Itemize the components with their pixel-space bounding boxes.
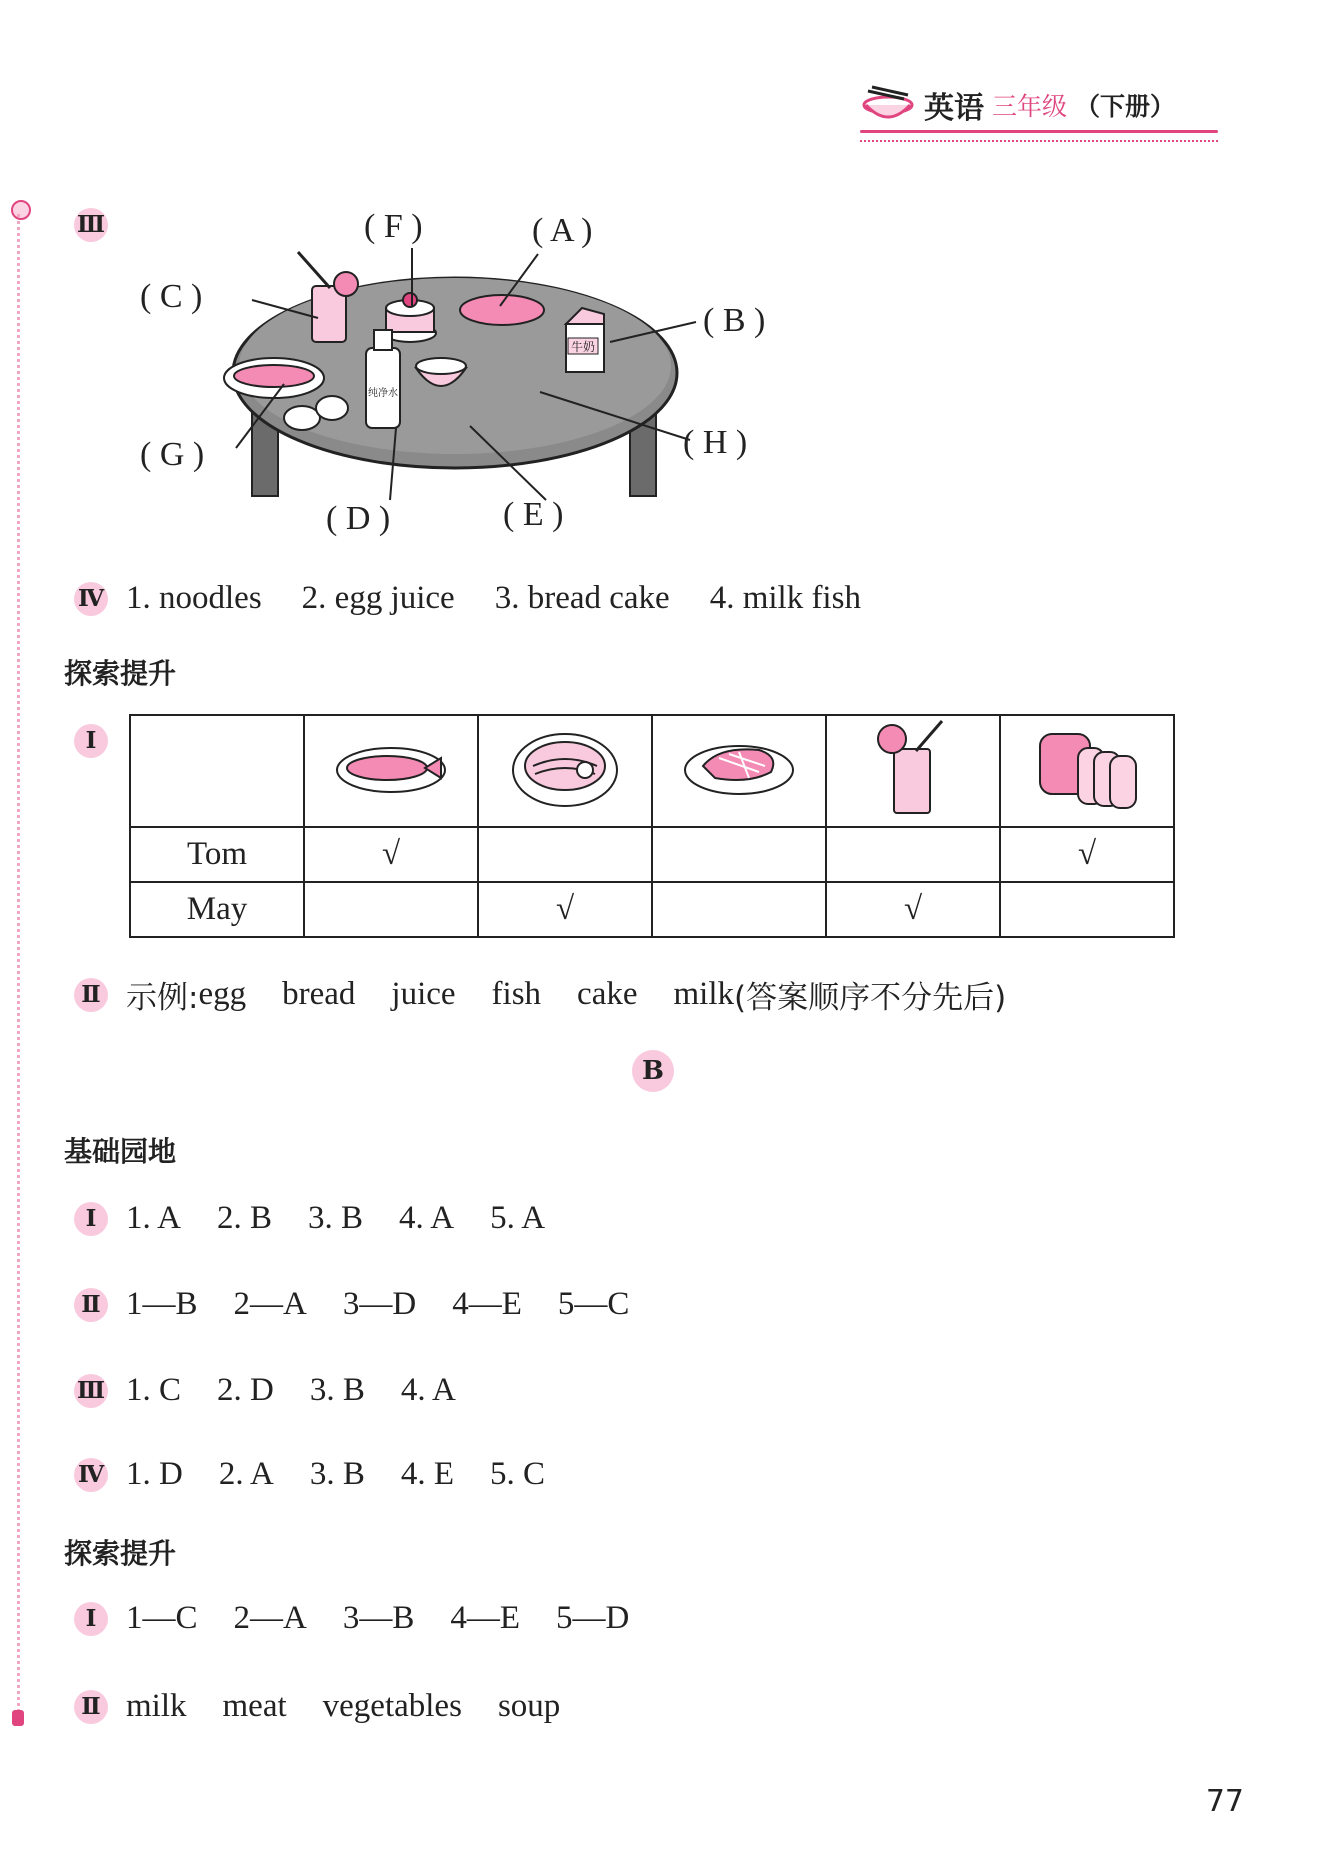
header-subject: 英语 <box>924 91 984 126</box>
b-explore-row-1: Ⅰ 1—C 2—A 3—B 4—E 5—D <box>74 1600 665 1637</box>
q4-item-2: 2. egg juice <box>301 580 455 616</box>
b2-item-2: 2—A <box>233 1286 307 1322</box>
explore-q2-item-5: cake <box>577 976 638 1012</box>
tom-meat-mark <box>652 827 826 882</box>
b1-item-1: 1. A <box>126 1200 182 1236</box>
page-header <box>860 82 1175 128</box>
column-noodles <box>478 715 652 827</box>
q4-answer-row: Ⅳ 1. noodles 2. egg juice 3. bread cake 4. milk fish <box>74 580 897 617</box>
b3-item-3: 3. B <box>309 1372 365 1408</box>
be1-item-3: 3—B <box>342 1600 415 1636</box>
b4-item-3: 3. B <box>309 1456 365 1492</box>
order-note: (答案顺序不分先后) <box>734 980 1007 1016</box>
q4-item-1: 1. noodles <box>126 580 262 616</box>
q4-item-4: 4. milk fish <box>709 580 861 616</box>
may-noodles-mark: √ <box>478 882 652 937</box>
explore-q2-item-4: fish <box>491 976 542 1012</box>
be1-item-5: 5—D <box>556 1600 630 1636</box>
q3-badge: Ⅲ <box>74 208 108 242</box>
b1-item-4: 4. A <box>399 1200 455 1236</box>
b2-item-1: 1—B <box>126 1286 198 1322</box>
column-bread <box>1000 715 1174 827</box>
svg-text:纯净水: 纯净水 <box>368 388 398 399</box>
header-rule <box>860 130 1218 133</box>
egg-icon <box>284 406 320 430</box>
explore-title-b: 探索提升 <box>64 1537 177 1570</box>
label-G: ( G ) <box>140 436 205 473</box>
b1-item-3: 3. B <box>308 1200 364 1236</box>
b-basic-row-4: Ⅳ 1. D 2. A 3. B 4. E 5. C <box>74 1456 581 1493</box>
b2-item-3: 3—D <box>342 1286 417 1322</box>
be1-item-1: 1—C <box>126 1600 198 1636</box>
header-dotted-rule <box>860 140 1218 142</box>
column-fish <box>304 715 478 827</box>
explore-q2-item-6: milk <box>673 976 735 1012</box>
label-H: ( H ) <box>683 424 748 461</box>
explore-q1-badge: Ⅰ <box>74 724 108 758</box>
explore-q2-item-1: egg <box>198 976 247 1012</box>
may-bread-mark <box>1000 882 1174 937</box>
tom-juice-mark <box>826 827 1000 882</box>
fish-plate-icon <box>224 358 324 398</box>
explore-q2-item-2: bread <box>282 976 356 1012</box>
b-basic-row-1: Ⅰ 1. A 2. B 3. B 4. A 5. A <box>74 1200 581 1237</box>
may-meat-mark <box>652 882 826 937</box>
column-meat <box>652 715 826 827</box>
label-C: ( C ) <box>140 278 203 315</box>
margin-end-mark-icon <box>12 1710 24 1726</box>
q4-item-3: 3. bread cake <box>494 580 670 616</box>
be2-item-1: milk <box>126 1688 187 1724</box>
meat-icon <box>679 732 799 802</box>
fish-icon <box>331 732 451 802</box>
row-name-tom: Tom <box>130 827 304 882</box>
bread-icon <box>1032 722 1142 812</box>
b4-item-5: 5. C <box>490 1456 546 1492</box>
bread-loaf-icon <box>460 295 544 325</box>
tom-noodles-mark <box>478 827 652 882</box>
label-F: ( F ) <box>364 208 423 245</box>
table-scene-illustration <box>220 248 690 508</box>
b3-item-4: 4. A <box>400 1372 456 1408</box>
svg-text:牛奶: 牛奶 <box>570 340 596 354</box>
b-basic-row-3: Ⅲ 1. C 2. D 3. B 4. A <box>74 1372 492 1409</box>
b3-item-1: 1. C <box>126 1372 182 1408</box>
header-grade: 三年级 <box>992 92 1068 121</box>
explore-q2-row: Ⅱ 示例: egg bread juice fish cake milk (答案顺序不分先后) <box>74 972 1006 1017</box>
b4-item-2: 2. A <box>218 1456 274 1492</box>
explore-title-a: 探索提升 <box>64 657 177 690</box>
b-basic-row-2: Ⅱ 1—B 2—A 3—D 4—E 5—C <box>74 1286 665 1323</box>
noodles-icon <box>505 722 625 812</box>
table-corner-cell <box>130 715 304 827</box>
tom-bread-mark: √ <box>1000 827 1174 882</box>
tom-fish-mark: √ <box>304 827 478 882</box>
column-juice <box>826 715 1000 827</box>
egg-icon-2 <box>316 396 348 420</box>
be2-item-4: soup <box>497 1688 561 1724</box>
be2-item-2: meat <box>222 1688 287 1724</box>
b1-item-5: 5. A <box>490 1200 546 1236</box>
b4-item-4: 4. E <box>400 1456 455 1492</box>
label-B: ( B ) <box>703 302 766 339</box>
label-E: ( E ) <box>503 496 564 533</box>
b-explore-row-2: Ⅱ milk meat vegetables soup <box>74 1688 596 1725</box>
explore-q2-item-3: juice <box>391 976 456 1012</box>
row-name-may: May <box>130 882 304 937</box>
be2-item-3: vegetables <box>322 1688 462 1724</box>
b1-item-2: 2. B <box>217 1200 273 1236</box>
b3-item-2: 2. D <box>217 1372 274 1408</box>
be1-item-4: 4—E <box>450 1600 521 1636</box>
may-juice-mark: √ <box>826 882 1000 937</box>
page-number: 77 <box>1205 1784 1244 1819</box>
be1-item-2: 2—A <box>233 1600 307 1636</box>
margin-dotted-line <box>17 214 20 1724</box>
section-b-marker: B <box>632 1050 674 1092</box>
b2-item-4: 4—E <box>452 1286 522 1322</box>
juice-icon <box>868 717 958 817</box>
label-A: ( A ) <box>532 212 593 249</box>
label-D: ( D ) <box>326 500 391 537</box>
header-volume: （下册） <box>1075 92 1176 121</box>
may-fish-mark <box>304 882 478 937</box>
b4-item-1: 1. D <box>126 1456 183 1492</box>
basic-title-b: 基础园地 <box>64 1135 177 1168</box>
margin-ornament-icon <box>11 200 31 220</box>
milk-box-icon <box>566 308 604 372</box>
food-preference-table <box>129 714 1175 938</box>
bowl-logo-icon <box>860 85 916 125</box>
b2-item-5: 5—C <box>557 1286 630 1322</box>
example-prefix: 示例: <box>126 980 199 1016</box>
